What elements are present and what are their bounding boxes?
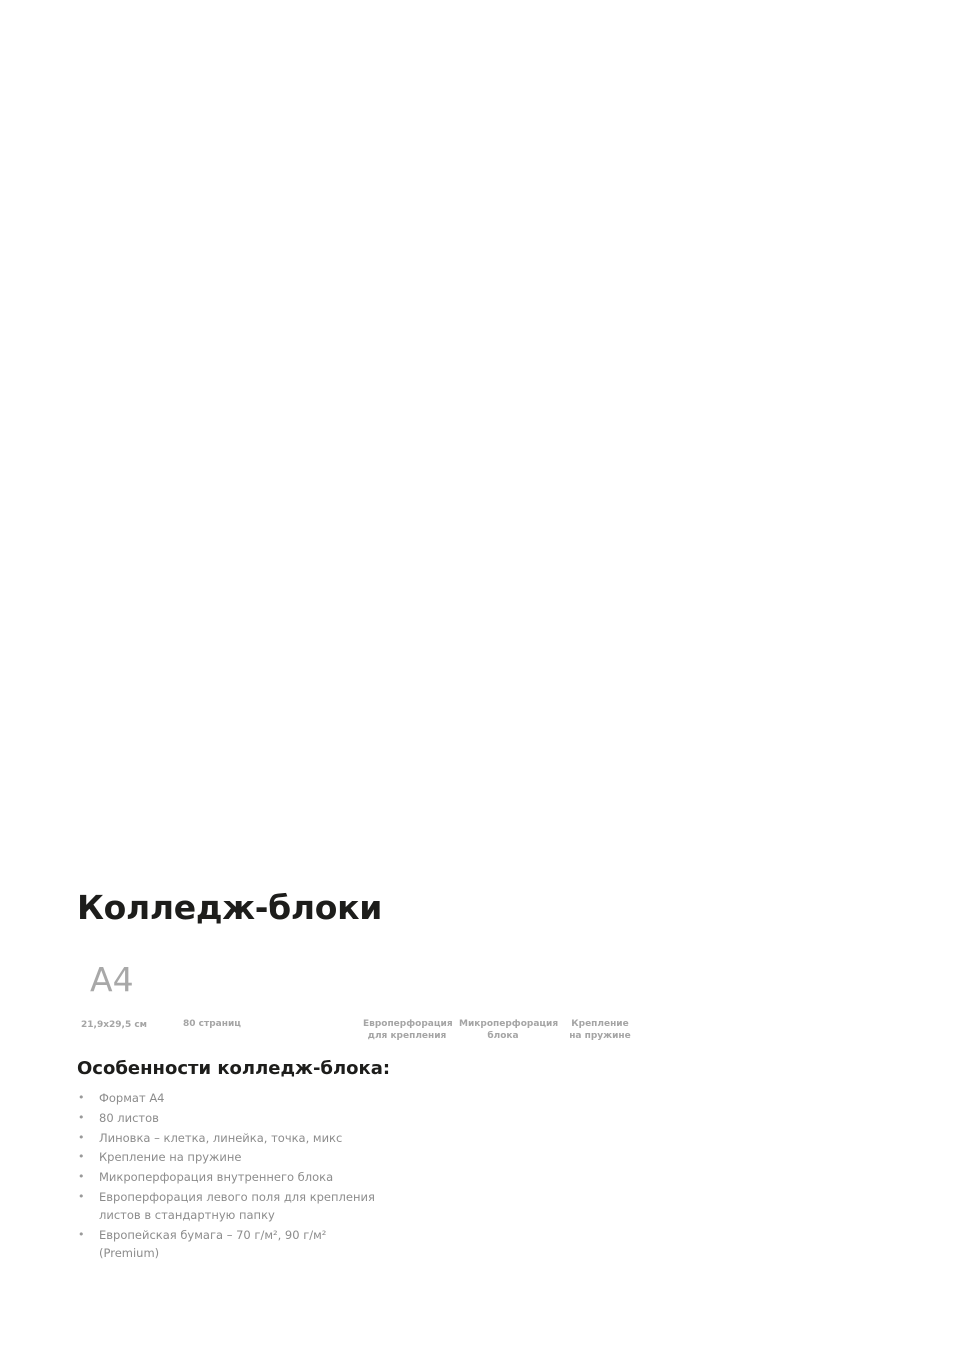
list-item-text: Европейская бумага – 70 г/м², 90 г/м² (Premium) [99,1227,327,1260]
list-item [77,1188,377,1224]
list-item [77,1129,377,1147]
spec-spiral-binding-line-1: Крепление [571,1019,629,1029]
spec-spiral-binding-line-2: на пружине [569,1031,631,1041]
bullet-icon: • [78,1189,85,1203]
spec-micro-perforation-line-1: Микроперфорация [459,1019,559,1029]
list-item-text: Европерфорация левого поля для крепления листов в стандартную папку [99,1189,375,1222]
spec-euro-perforation [363,1018,451,1042]
spec-size: 21,9x29,5 см [81,1020,148,1030]
spec-micro-perforation-line-2: блока [487,1031,519,1041]
list-item [77,1089,377,1107]
list-item [77,1226,377,1262]
list-item [77,1168,377,1186]
list-item-text: Линовка – клетка, линейка, точка, микс [99,1130,343,1145]
page-title: Колледж-блоки [77,888,383,927]
list-item-text: Крепление на пружине [99,1150,242,1165]
bullet-icon: • [78,1170,85,1184]
list-item-text: 80 листов [99,1110,159,1125]
format-label: А4 [90,960,134,999]
bullet-icon: • [78,1130,85,1144]
spec-euro-perforation-line-1: Европерфорация [363,1019,453,1029]
spec-micro-perforation [459,1018,559,1042]
bullet-icon: • [78,1110,85,1124]
list-item [77,1109,377,1127]
spec-spiral-binding [560,1018,640,1042]
features-list [77,1089,377,1264]
bullet-icon: • [78,1227,85,1241]
spec-euro-perforation-line-2: для крепления [367,1031,447,1041]
bullet-icon: • [78,1150,85,1164]
list-item [77,1148,377,1166]
bullet-icon: • [78,1091,85,1104]
list-item-text: Микроперфорация внутреннего блока [99,1170,334,1185]
list-item-text: Формат А4 [99,1091,165,1105]
features-title: Особенности колледж-блока: [77,1058,391,1079]
spec-pages: 80 страниц [183,1019,241,1029]
